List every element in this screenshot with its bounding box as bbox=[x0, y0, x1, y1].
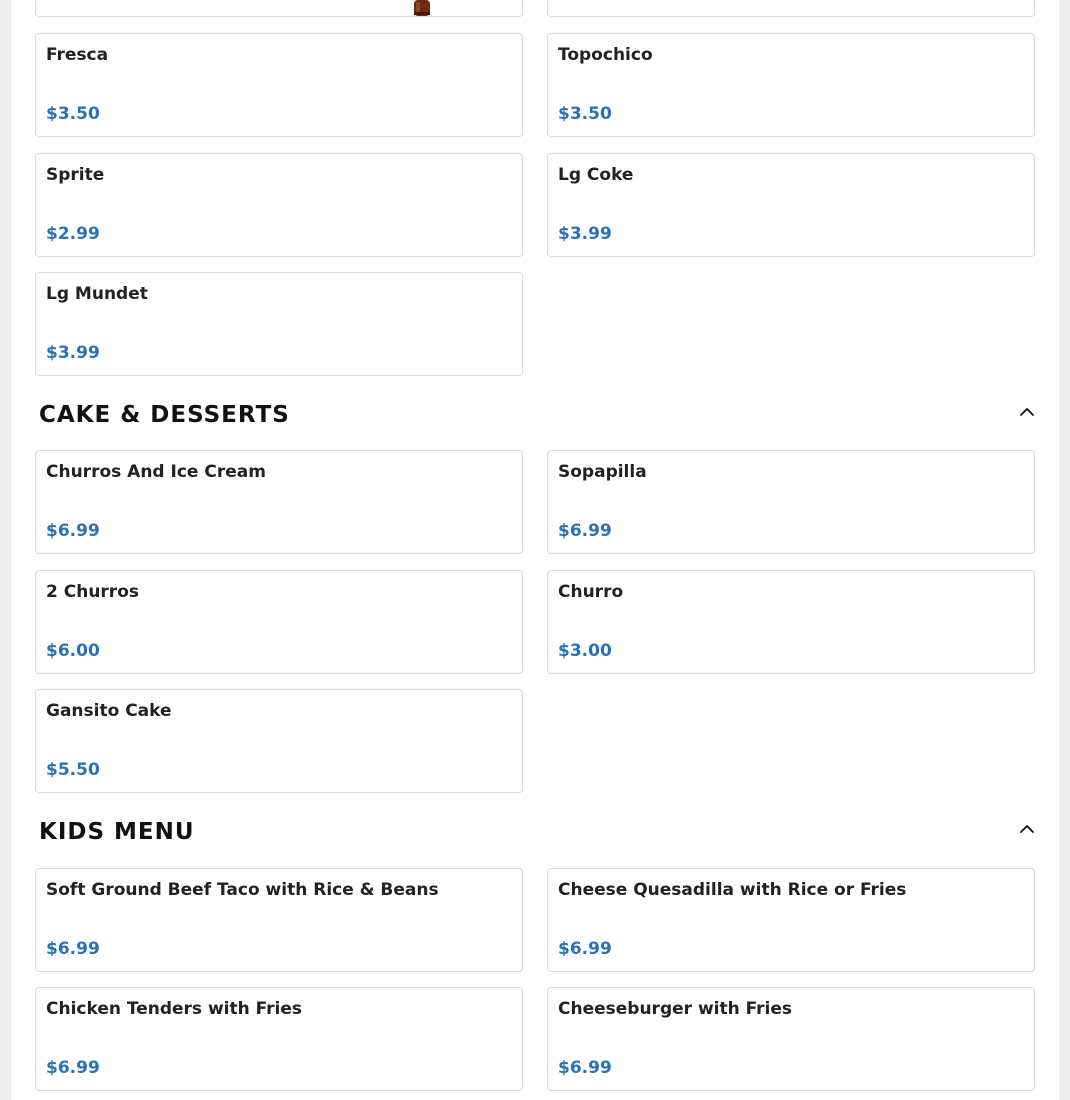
menu-item-price: $3.50 bbox=[558, 104, 612, 124]
menu-item-name: 2 Churros bbox=[46, 582, 139, 602]
menu-item-card[interactable] bbox=[547, 987, 1035, 1091]
menu-item-name: Churro bbox=[558, 582, 624, 602]
menu-item-card[interactable] bbox=[35, 570, 523, 674]
menu-item-card[interactable] bbox=[35, 153, 523, 257]
menu-item-name: Gansito Cake bbox=[46, 701, 172, 721]
menu-item-price: $3.99 bbox=[46, 343, 100, 363]
menu-item-price: $6.99 bbox=[46, 939, 100, 959]
chevron-up-icon[interactable] bbox=[1019, 404, 1035, 420]
menu-item-price: $2.99 bbox=[46, 224, 100, 244]
menu-item-price: $6.99 bbox=[558, 939, 612, 959]
menu-item-price: $3.00 bbox=[558, 641, 612, 661]
menu-item-name: Churros And Ice Cream bbox=[46, 462, 266, 482]
menu-item-card[interactable] bbox=[35, 450, 523, 554]
menu-item-price: $6.99 bbox=[46, 1058, 100, 1078]
menu-item-price: $6.99 bbox=[558, 521, 612, 541]
menu-item-price: $6.99 bbox=[558, 1058, 612, 1078]
menu-item-price: $5.50 bbox=[46, 760, 100, 780]
section-title: KIDS MENU bbox=[39, 819, 195, 845]
menu-item-card[interactable] bbox=[547, 153, 1035, 257]
drink-photo-thumbnail bbox=[406, 0, 436, 30]
menu-item-name: Cheeseburger with Fries bbox=[558, 999, 793, 1019]
menu-item-name: Sprite bbox=[46, 165, 105, 185]
section-title: CAKE & DESSERTS bbox=[39, 402, 290, 428]
menu-item-card[interactable] bbox=[547, 33, 1035, 137]
menu-item-name: Cheese Quesadilla with Rice or Fries bbox=[558, 880, 907, 900]
menu-item-card[interactable] bbox=[35, 0, 523, 17]
menu-item-price: $6.00 bbox=[46, 641, 100, 661]
menu-item-name: Lg Coke bbox=[558, 165, 634, 185]
menu-item-name: Soft Ground Beef Taco with Rice & Beans bbox=[46, 880, 439, 900]
menu-item-card[interactable] bbox=[35, 689, 523, 793]
menu-item-card[interactable] bbox=[547, 0, 1035, 17]
menu-item-name: Chicken Tenders with Fries bbox=[46, 999, 303, 1019]
section-header-cake-desserts[interactable] bbox=[35, 396, 1035, 436]
section-header-kids-menu[interactable] bbox=[35, 813, 1035, 853]
menu-item-name: Sopapilla bbox=[558, 462, 647, 482]
menu-item-card[interactable] bbox=[547, 570, 1035, 674]
menu-item-card[interactable] bbox=[35, 868, 523, 972]
menu-item-card[interactable] bbox=[35, 272, 523, 376]
menu-item-name: Lg Mundet bbox=[46, 284, 148, 304]
menu-item-price: $6.99 bbox=[46, 521, 100, 541]
chevron-up-icon[interactable] bbox=[1019, 821, 1035, 837]
menu-item-card[interactable] bbox=[35, 987, 523, 1091]
menu-item-price: $3.50 bbox=[46, 104, 100, 124]
menu-item-card[interactable] bbox=[35, 33, 523, 137]
menu-page bbox=[11, 0, 1059, 1100]
menu-item-price: $3.99 bbox=[558, 224, 612, 244]
menu-item-name: Fresca bbox=[46, 45, 109, 65]
menu-item-card[interactable] bbox=[547, 868, 1035, 972]
menu-item-name: Topochico bbox=[558, 45, 653, 65]
menu-item-card[interactable] bbox=[547, 450, 1035, 554]
